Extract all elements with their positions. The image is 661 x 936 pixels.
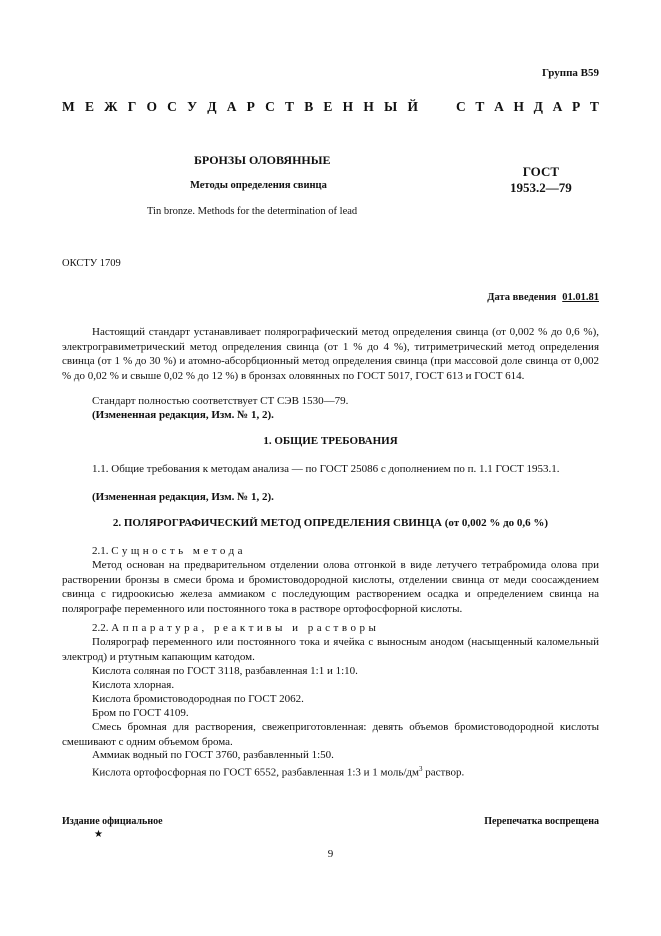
banner-letter: В: [304, 99, 314, 114]
reagent-item: Аммиак водный по ГОСТ 3760, разбавленный 1:50.: [92, 749, 334, 761]
effective-date-value: 01.01.81: [562, 292, 599, 303]
gost-number: 1953.2—79: [510, 180, 572, 195]
star-icon: ★: [94, 829, 103, 840]
reagent-item: Бром по ГОСТ 4109.: [92, 707, 189, 719]
banner-letter: Д: [533, 99, 543, 114]
banner-letter: Р: [572, 99, 581, 114]
banner-letter: С: [167, 99, 177, 114]
banner-letter: Р: [246, 99, 255, 114]
banner-letter: Е: [84, 99, 94, 114]
reagent-text: раствор.: [422, 766, 465, 779]
banner-letter: Т: [285, 99, 295, 114]
banner-letter: Ж: [104, 99, 118, 114]
group-code: Группа В59: [541, 67, 599, 79]
reagent-item: Кислота хлорная.: [92, 679, 175, 691]
clause-2-2-text: Полярограф переменного или постоянного тока и ячейка с выносным анодом (насыщенный каломельный электрод) и ртутным капающим катодом.: [62, 636, 599, 663]
clause-2-2-heading: [62, 621, 599, 636]
conformity-paragraph: Стандарт полностью соответствует СТ СЭВ 1530—79.: [92, 395, 349, 407]
document-title: БРОНЗЫ ОЛОВЯННЫЕ: [194, 153, 331, 167]
banner-letter: А: [494, 99, 504, 114]
banner-letter: Н: [513, 99, 524, 114]
interstate-standard-banner: [62, 99, 599, 115]
official-edition-label: Издание официальное: [62, 816, 163, 827]
revision-note: (Измененная редакция, Изм. № 1, 2).: [92, 409, 274, 421]
banner-letter: А: [226, 99, 237, 114]
banner-letter: С: [456, 99, 466, 114]
clause-title: Аппаратура, реактивы и растворы: [111, 622, 380, 634]
section-1-heading: 1. ОБЩИЕ ТРЕБОВАНИЯ: [263, 435, 398, 447]
clause-1-1: 1.1. Общие требования к методам анализа — по ГОСТ 25086 с дополнением по п. 1.1 ГОСТ 1953.1.: [92, 463, 560, 475]
effective-date: [487, 292, 599, 303]
reagent-text: Кислота ортофосфорная по ГОСТ 6552, разбавленная 1:3 и 1 моль/дм: [92, 766, 419, 779]
document-subtitle: Методы определения свинца: [190, 180, 327, 191]
banner-letter: Ы: [384, 99, 398, 114]
banner-letter: Т: [475, 99, 485, 114]
reagent-item: Смесь бромная для растворения, свежеприготовленная: девять объемов бромистоводородной кислоты смешивают с одним объемом брома.: [62, 721, 599, 748]
revision-note: (Измененная редакция, Изм. № 1, 2).: [92, 491, 274, 503]
clause-title: Сущность метода: [111, 545, 247, 557]
banner-letter: Е: [323, 99, 333, 114]
reagent-item: [62, 762, 599, 780]
superscript: 3: [419, 765, 423, 773]
reprint-prohibited-label: Перепечатка воспрещена: [484, 816, 599, 827]
effective-date-label: Дата введения: [487, 292, 557, 303]
clause-number: 2.2.: [92, 622, 109, 634]
section-2-heading: 2. ПОЛЯРОГРАФИЧЕСКИЙ МЕТОД ОПРЕДЕЛЕНИЯ СВИНЦА (от 0,002 % до 0,6 %): [112, 517, 549, 529]
clause-2-1-heading: [62, 544, 599, 559]
page-number: 9: [327, 848, 334, 860]
banner-letter: Г: [127, 99, 137, 114]
oksty-code: ОКСТУ 1709: [62, 258, 121, 269]
banner-letter: У: [187, 99, 198, 114]
gost-label: ГОСТ: [522, 164, 560, 179]
banner-letter: А: [552, 99, 563, 114]
banner-letter: С: [265, 99, 275, 114]
clause-number: 2.1.: [92, 545, 109, 557]
banner-letter: М: [62, 99, 75, 114]
banner-letter: Й: [407, 99, 418, 114]
banner-letter: О: [146, 99, 157, 114]
banner-word-standard: [456, 99, 599, 115]
reagent-item: Кислота бромистоводородная по ГОСТ 2062.: [92, 693, 304, 705]
gost-designation: [510, 164, 572, 196]
clause-2-1-text: Метод основан на предварительном отделении олова отгонкой в виде летучего тетрабромида олова при растворении бронзы в смеси брома и бромистоводородной кислоты, отделении свинца от меди соосаждением свинца с гидроокисью железа аммиаком с последующим растворением осадка и определением свинца на полярографе переменного или постоянного тока в растворе ортофосфорной кислоты.: [62, 559, 599, 615]
english-title: Tin bronze. Methods for the determination of lead: [147, 206, 358, 217]
intro-paragraph: Настоящий стандарт устанавливает полярографический метод определения свинца (от 0,002 % до 0,6 %), электрогравиметрический метод определения свинца (от 1 % до 4 %), титриметрический метод определения свинца (от 1 % до 30 %) и атомно-абсорбционный метод определения свинца (при массовой доле свинца от 0,002 % до 0,02 % и свыше 0,02 % до 12 %) в бронзах оловянных по ГОСТ 5017, ГОСТ 613 и ГОСТ 614.: [62, 326, 599, 382]
banner-letter: Н: [342, 99, 354, 114]
banner-word-interstate: [62, 99, 418, 115]
banner-letter: Т: [589, 99, 599, 114]
banner-letter: Н: [363, 99, 374, 114]
reagent-item: Кислота соляная по ГОСТ 3118, разбавленная 1:1 и 1:10.: [92, 665, 358, 677]
banner-letter: Д: [207, 99, 217, 114]
